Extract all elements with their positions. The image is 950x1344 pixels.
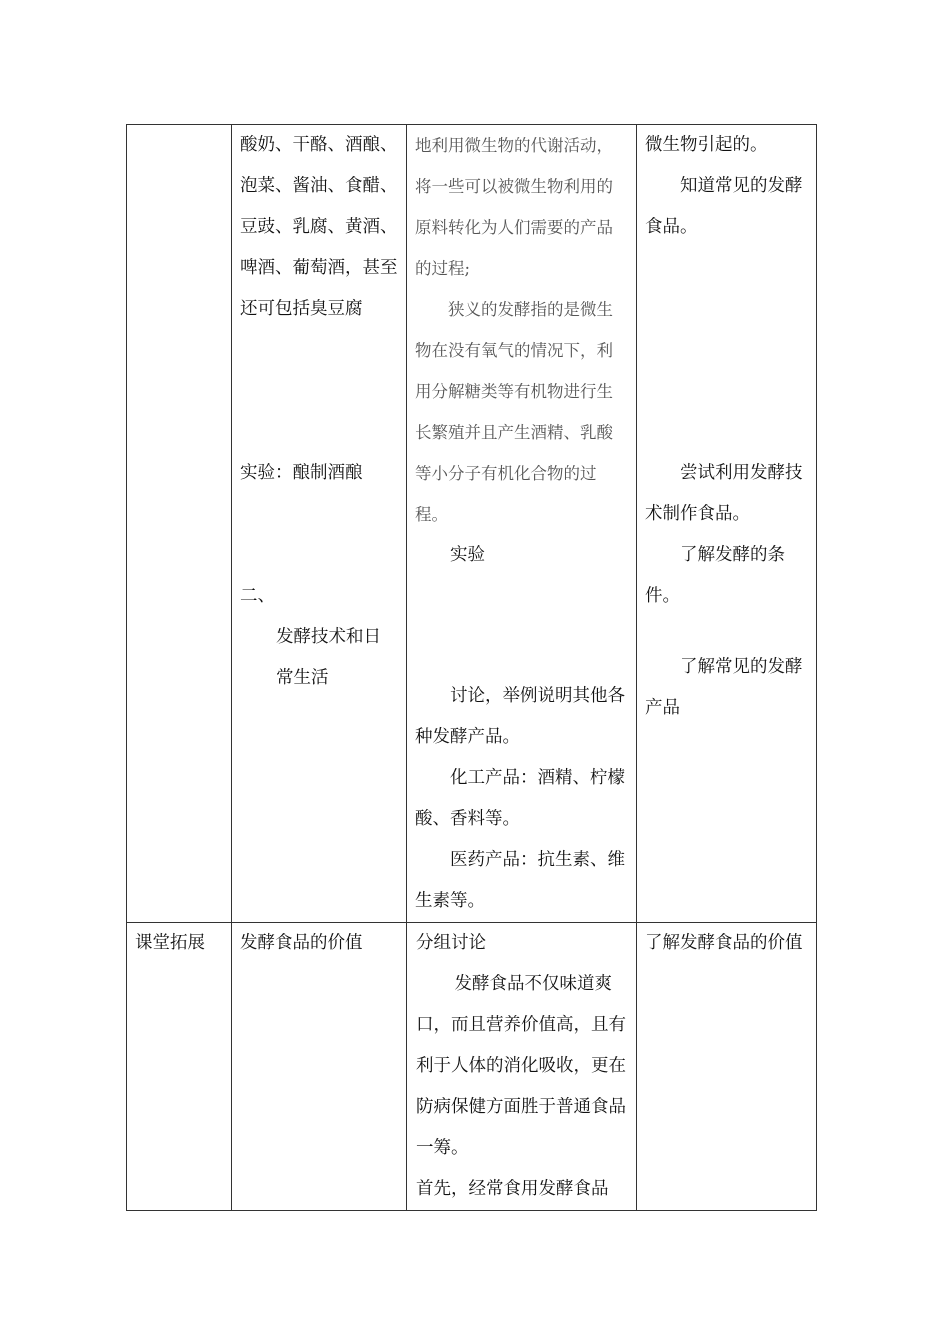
- narrow-definition: 狭义的发酵指的是微生物在没有氧气的情况下，利用分解糖类等有机物进行生长繁殖并且产生酒精、乳酸等小分子有机化合物的过程。: [415, 300, 613, 524]
- stage-label: 课堂拓展: [135, 933, 205, 953]
- stage-cell: [127, 923, 232, 1211]
- activity-cell: [407, 923, 637, 1211]
- content-cell: [232, 125, 407, 923]
- medical-products: 医药产品：抗生素、维生素等。: [415, 850, 625, 911]
- activity-cell: [407, 125, 637, 923]
- lesson-plan-table: [126, 124, 817, 1211]
- section-title: 发酵技术和日常生活: [276, 627, 381, 688]
- chemical-products: 化工产品：酒精、柠檬酸、香料等。: [415, 768, 625, 829]
- goal-text: 了解常见的发酵产品: [645, 657, 803, 718]
- goal-text: 知道常见的发酵食品。: [645, 176, 803, 237]
- goal-cell: [637, 125, 817, 923]
- group-discussion-heading: 分组讨论: [416, 933, 486, 953]
- section-number: 二、: [240, 586, 275, 606]
- experiment-text: 实验: [450, 545, 485, 565]
- goal-text: 了解发酵食品的价值: [645, 933, 803, 953]
- goal-text: 微生物引起的。: [645, 135, 768, 155]
- goal-text: 了解发酵的条件。: [645, 545, 785, 606]
- content-cell: [232, 923, 407, 1211]
- value-paragraph: 发酵食品不仅味道爽口，而且营养价值高，且有利于人体的消化吸收，更在防病保健方面胜于普通食品一筹。: [416, 974, 626, 1158]
- stage-cell: [127, 125, 232, 923]
- broad-definition: 地利用微生物的代谢活动，将一些可以被微生物利用的原料转化为人们需要的产品的过程;: [415, 136, 613, 278]
- content-label: 发酵食品的价值: [240, 933, 363, 953]
- discussion-text: 讨论，举例说明其他各种发酵产品。: [415, 686, 625, 747]
- goal-cell: [637, 923, 817, 1211]
- value-paragraph-continued: 首先，经常食用发酵食品: [416, 1179, 609, 1199]
- table-row: [127, 923, 817, 1211]
- table-row: [127, 125, 817, 923]
- fermented-food-list: 酸奶、干酪、酒酿、泡菜、酱油、食醋、豆豉、乳腐、黄酒、啤酒、葡萄酒，甚至还可包括臭豆腐: [240, 135, 398, 319]
- goal-text: 尝试利用发酵技术制作食品。: [645, 463, 803, 524]
- experiment-label: 实验：酿制酒酿: [240, 463, 363, 483]
